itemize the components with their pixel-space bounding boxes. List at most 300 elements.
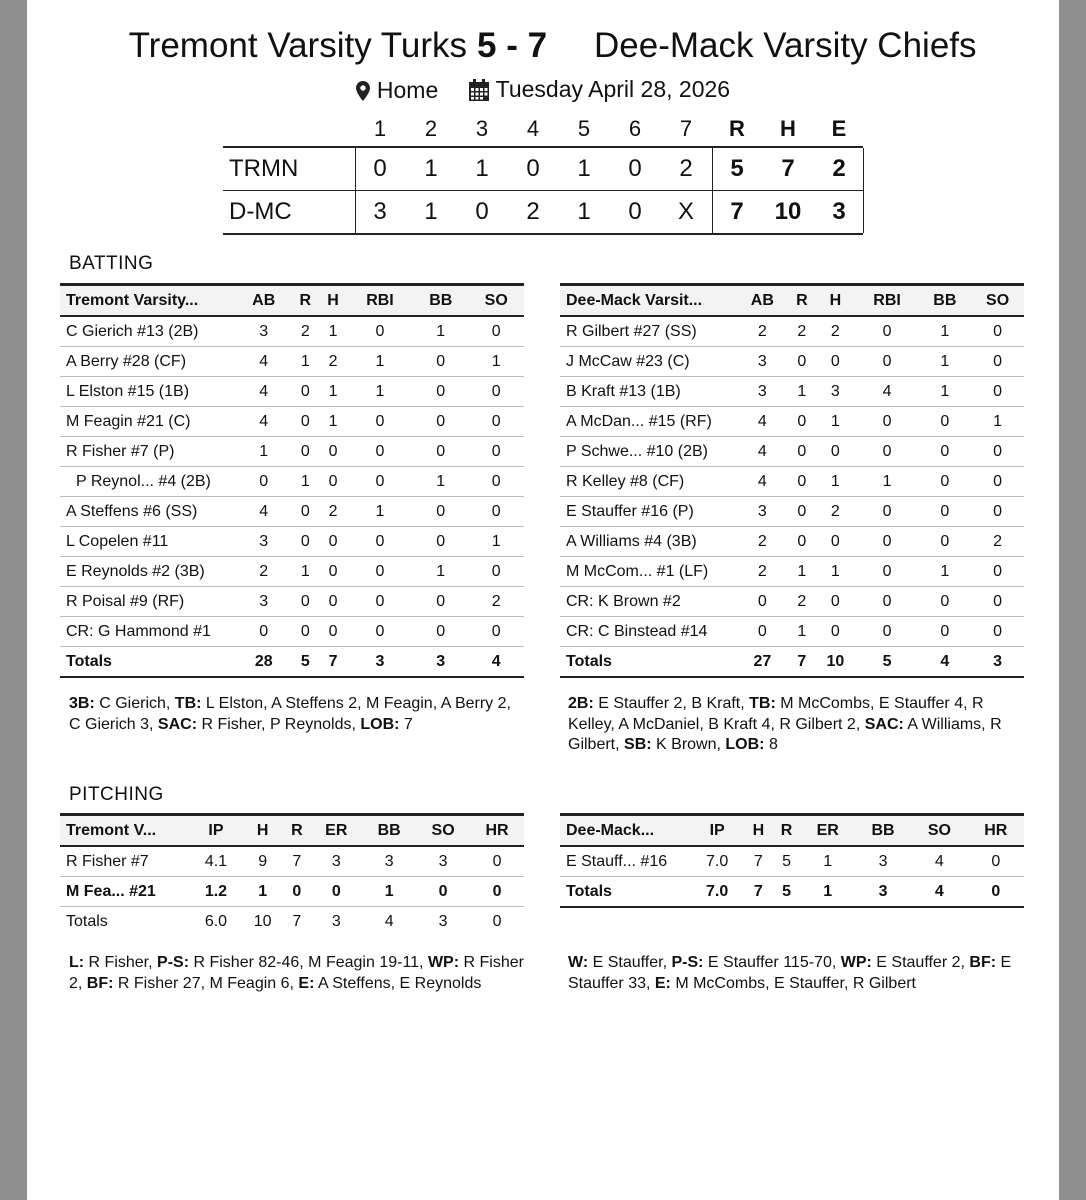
linescore-table bbox=[223, 146, 863, 235]
column-header: R bbox=[283, 815, 310, 847]
stat-cell: 0 bbox=[291, 617, 319, 647]
note-label: 3B: bbox=[69, 695, 95, 712]
total-cell: 5 bbox=[772, 877, 800, 908]
player-name: E Stauffer #16 (P) bbox=[560, 497, 736, 527]
stat-cell: 4 bbox=[736, 467, 789, 497]
total-cell: 7 bbox=[319, 647, 347, 678]
location-text: Home bbox=[376, 77, 439, 103]
total-cell: 7 bbox=[789, 647, 815, 678]
total-cell: 3 bbox=[413, 647, 468, 678]
total-cell: 6.0 bbox=[204, 912, 228, 930]
inning-score: X bbox=[677, 198, 694, 225]
stat-cell: 1 bbox=[815, 407, 856, 437]
note-label: E: bbox=[298, 974, 315, 992]
stat-cell: 0 bbox=[856, 407, 919, 437]
stat-cell: 1 bbox=[291, 557, 319, 587]
stat-cell: 0 bbox=[971, 377, 1024, 407]
errors-header: E bbox=[831, 116, 847, 141]
stat-cell: 7 bbox=[744, 846, 772, 877]
away-pitching-table bbox=[560, 813, 1024, 908]
note-text: C Gierich, bbox=[94, 695, 175, 712]
home-batting-table bbox=[60, 283, 524, 678]
note-label: 2B: bbox=[568, 695, 594, 712]
stat-cell: 1 bbox=[319, 407, 347, 437]
table-row bbox=[60, 467, 524, 497]
stat-cell: 0 bbox=[468, 377, 524, 407]
boxscore-page bbox=[27, 0, 1059, 1200]
inning-header: 2 bbox=[424, 116, 438, 141]
table-row bbox=[560, 587, 1024, 617]
stat-cell: 1 bbox=[919, 316, 972, 347]
column-header: R bbox=[291, 285, 319, 317]
stat-cell: 0 bbox=[971, 467, 1024, 497]
note-label: W: bbox=[568, 954, 589, 971]
stat-cell: 4 bbox=[236, 497, 291, 527]
linescore-header bbox=[223, 116, 863, 146]
stat-cell: 3 bbox=[736, 497, 789, 527]
stat-cell: 0 bbox=[468, 617, 524, 647]
note-label: L: bbox=[69, 954, 85, 971]
stat-cell: 0 bbox=[815, 617, 856, 647]
note-label: TB: bbox=[749, 695, 776, 712]
player-name: A Steffens #6 (SS) bbox=[60, 497, 236, 527]
inning-header: 5 bbox=[577, 116, 591, 141]
stat-cell: 0 bbox=[815, 527, 856, 557]
stat-cell: 0 bbox=[919, 617, 972, 647]
stat-cell: 4.1 bbox=[190, 846, 242, 877]
linescore bbox=[223, 116, 863, 235]
stat-cell: 0 bbox=[971, 316, 1024, 347]
stat-cell: 0 bbox=[468, 467, 524, 497]
date bbox=[469, 76, 730, 103]
stat-cell: 0 bbox=[319, 467, 347, 497]
total-cell: 4 bbox=[911, 877, 967, 908]
stat-cell: 0 bbox=[468, 497, 524, 527]
player-name: R Fisher #7 bbox=[60, 846, 190, 877]
total-cell: 1 bbox=[801, 877, 855, 908]
column-header: RBI bbox=[347, 285, 413, 317]
column-header: R bbox=[772, 815, 800, 847]
home-pitching-notes bbox=[69, 953, 531, 994]
stat-cell: 0 bbox=[283, 877, 310, 907]
stat-cell: 2 bbox=[736, 557, 789, 587]
stat-cell: 0 bbox=[789, 437, 815, 467]
player-name: E Stauff... #16 bbox=[560, 846, 690, 877]
note-text: 7 bbox=[399, 715, 413, 733]
note-text: E Stauffer 115-70, bbox=[703, 954, 841, 971]
note-text: E Stauffer, bbox=[588, 954, 672, 971]
stat-cell: 0 bbox=[413, 497, 468, 527]
calendar-icon bbox=[469, 79, 489, 101]
stat-cell: 0 bbox=[856, 557, 919, 587]
stat-cell: 4 bbox=[736, 437, 789, 467]
stat-cell: 1 bbox=[413, 316, 468, 347]
stat-cell: 1 bbox=[413, 467, 468, 497]
total-cell: 28 bbox=[236, 647, 291, 678]
inning-header: 4 bbox=[526, 116, 540, 141]
note-label: TB: bbox=[174, 695, 202, 712]
stat-cell: 0 bbox=[291, 377, 319, 407]
stat-cell: 0 bbox=[291, 527, 319, 557]
stat-cell: 1 bbox=[919, 557, 972, 587]
stat-cell: 1 bbox=[919, 377, 972, 407]
stat-cell: 1 bbox=[236, 437, 291, 467]
hits-header: H bbox=[780, 116, 796, 141]
note-label: BF: bbox=[969, 954, 997, 971]
table-row bbox=[60, 316, 524, 347]
stat-cell: 0 bbox=[919, 437, 972, 467]
column-header: ER bbox=[801, 815, 855, 847]
stat-cell: 0 bbox=[856, 527, 919, 557]
inning-header: 3 bbox=[475, 116, 489, 141]
stat-cell: 2 bbox=[815, 497, 856, 527]
player-name: L Elston #15 (1B) bbox=[60, 377, 236, 407]
stat-cell: 0 bbox=[789, 497, 815, 527]
stat-cell: 0 bbox=[919, 497, 972, 527]
total-cell: 4 bbox=[468, 647, 524, 678]
column-header: BB bbox=[413, 285, 468, 317]
note-label: WP: bbox=[427, 954, 460, 971]
column-header: H bbox=[815, 285, 856, 317]
stat-cell: 2 bbox=[789, 316, 815, 347]
stat-cell: 0 bbox=[319, 557, 347, 587]
stat-cell: 0 bbox=[291, 407, 319, 437]
table-header-row bbox=[560, 815, 1024, 847]
stat-cell: 0 bbox=[413, 347, 468, 377]
stat-cell: 0 bbox=[470, 877, 524, 907]
totals-row bbox=[60, 647, 524, 678]
player-name: A Williams #4 (3B) bbox=[560, 527, 736, 557]
stat-cell: 0 bbox=[347, 316, 413, 347]
note-label: SB: bbox=[624, 736, 652, 753]
stat-cell: 3 bbox=[236, 316, 291, 347]
total-cell: 10 bbox=[815, 647, 856, 678]
stat-cell: 1.2 bbox=[190, 877, 242, 907]
stat-cell: 0 bbox=[815, 347, 856, 377]
total-cell: 5 bbox=[856, 647, 919, 678]
note-label: SAC: bbox=[864, 715, 904, 733]
stat-cell: 3 bbox=[416, 846, 470, 877]
stat-cell: 0 bbox=[291, 587, 319, 617]
table-row bbox=[560, 846, 1024, 877]
total-cell: 5 bbox=[291, 647, 319, 678]
stat-cell: 2 bbox=[319, 347, 347, 377]
stat-cell: 0 bbox=[856, 497, 919, 527]
player-name: R Fisher #7 (P) bbox=[60, 437, 236, 467]
stat-cell: 0 bbox=[413, 587, 468, 617]
stat-cell: 1 bbox=[468, 347, 524, 377]
stat-cell: 0 bbox=[919, 527, 972, 557]
table-row bbox=[60, 877, 524, 907]
stat-cell: 7 bbox=[283, 846, 310, 877]
stat-cell: 0 bbox=[347, 437, 413, 467]
column-header: BB bbox=[362, 815, 416, 847]
stat-cell: 0 bbox=[789, 467, 815, 497]
stat-cell: 1 bbox=[789, 377, 815, 407]
stat-cell: 0 bbox=[413, 617, 468, 647]
note-label: BF: bbox=[86, 974, 114, 992]
team-abbr: D-MC bbox=[229, 198, 292, 225]
stat-cell: 0 bbox=[291, 437, 319, 467]
stat-cell: 0 bbox=[236, 617, 291, 647]
note-label: P-S: bbox=[671, 954, 704, 971]
inning-header: 6 bbox=[628, 116, 642, 141]
stat-cell: 0 bbox=[468, 557, 524, 587]
total-cell: 0 bbox=[492, 912, 502, 930]
stat-cell: 3 bbox=[736, 347, 789, 377]
column-header: HR bbox=[470, 815, 524, 847]
totals-row bbox=[60, 907, 524, 937]
game-meta bbox=[27, 76, 1059, 107]
table-row bbox=[60, 846, 524, 877]
linescore-row-home bbox=[223, 148, 863, 190]
stat-cell: 1 bbox=[413, 557, 468, 587]
table-header-row bbox=[560, 285, 1024, 317]
totals-row bbox=[560, 647, 1024, 678]
stat-cell: 1 bbox=[801, 846, 855, 877]
stat-cell: 0 bbox=[347, 617, 413, 647]
table-row bbox=[560, 407, 1024, 437]
note-text: M McCombs, E Stauffer, R Gilbert bbox=[670, 974, 916, 992]
stat-cell: 0 bbox=[919, 407, 972, 437]
column-header: AB bbox=[236, 285, 291, 317]
total-hits: 7 bbox=[781, 155, 795, 182]
table-row bbox=[60, 347, 524, 377]
stat-cell: 3 bbox=[236, 527, 291, 557]
totals-label: Totals bbox=[560, 877, 690, 908]
stat-cell: 0 bbox=[347, 557, 413, 587]
table-row bbox=[560, 467, 1024, 497]
stat-cell: 0 bbox=[815, 437, 856, 467]
team-column-header: Dee-Mack... bbox=[560, 815, 690, 847]
stat-cell: 0 bbox=[971, 587, 1024, 617]
total-cell: 4 bbox=[919, 647, 972, 678]
player-name: J McCaw #23 (C) bbox=[560, 347, 736, 377]
inning-score: 1 bbox=[577, 155, 591, 182]
stat-cell: 0 bbox=[319, 587, 347, 617]
table-row bbox=[560, 497, 1024, 527]
table-row bbox=[560, 617, 1024, 647]
player-name: R Kelley #8 (CF) bbox=[560, 467, 736, 497]
stat-cell: 0 bbox=[468, 407, 524, 437]
stat-cell: 0 bbox=[413, 437, 468, 467]
inning-score: 3 bbox=[373, 198, 387, 225]
team-column-header: Dee-Mack Varsit... bbox=[560, 285, 736, 317]
away-team-name: Dee-Mack Varsity Chiefs bbox=[594, 26, 977, 65]
inning-score: 2 bbox=[679, 155, 693, 182]
table-row bbox=[60, 437, 524, 467]
column-header: SO bbox=[416, 815, 470, 847]
inning-header: 7 bbox=[679, 116, 693, 141]
stat-cell: 0 bbox=[347, 407, 413, 437]
column-header: H bbox=[744, 815, 772, 847]
table-row bbox=[60, 527, 524, 557]
stat-cell: 3 bbox=[310, 846, 362, 877]
stat-cell: 2 bbox=[468, 587, 524, 617]
player-name: L Copelen #11 bbox=[60, 527, 236, 557]
total-errors: 2 bbox=[832, 155, 846, 182]
table-row bbox=[560, 377, 1024, 407]
column-header: BB bbox=[919, 285, 972, 317]
stat-cell: 0 bbox=[736, 587, 789, 617]
note-text: R Fisher 2, bbox=[69, 954, 524, 992]
total-cell: 3 bbox=[855, 877, 911, 908]
note-label: P-S: bbox=[157, 954, 190, 971]
player-name: R Gilbert #27 (SS) bbox=[560, 316, 736, 347]
player-name: P Reynol... #4 (2B) bbox=[60, 467, 236, 497]
stat-cell: 3 bbox=[855, 846, 911, 877]
note-text: E Stauffer 2, B Kraft, bbox=[593, 695, 750, 712]
stat-cell: 2 bbox=[291, 316, 319, 347]
stat-cell: 0 bbox=[413, 377, 468, 407]
player-name: C Gierich #13 (2B) bbox=[60, 316, 236, 347]
column-header: RBI bbox=[856, 285, 919, 317]
player-name: A McDan... #15 (RF) bbox=[560, 407, 736, 437]
stat-cell: 0 bbox=[236, 467, 291, 497]
player-name: CR: G Hammond #1 bbox=[60, 617, 236, 647]
total-cell: 7.0 bbox=[690, 877, 744, 908]
stat-cell: 1 bbox=[468, 527, 524, 557]
total-cell: 27 bbox=[736, 647, 789, 678]
stat-cell: 0 bbox=[468, 316, 524, 347]
table-row bbox=[560, 316, 1024, 347]
player-name: B Kraft #13 (1B) bbox=[560, 377, 736, 407]
table-header-row bbox=[60, 815, 524, 847]
stat-cell: 0 bbox=[413, 407, 468, 437]
player-name: P Schwe... #10 (2B) bbox=[560, 437, 736, 467]
stat-cell: 2 bbox=[236, 557, 291, 587]
column-header: SO bbox=[468, 285, 524, 317]
stat-cell: 0 bbox=[856, 617, 919, 647]
stat-cell: 0 bbox=[789, 527, 815, 557]
inning-score: 1 bbox=[424, 155, 438, 182]
totals-label: Totals bbox=[60, 647, 236, 678]
stat-cell: 3 bbox=[736, 377, 789, 407]
stat-cell: 0 bbox=[919, 587, 972, 617]
stat-cell: 1 bbox=[789, 557, 815, 587]
stat-cell: 4 bbox=[911, 846, 967, 877]
note-text: K Brown, bbox=[651, 736, 726, 753]
stat-cell: 4 bbox=[236, 377, 291, 407]
note-text: R Fisher, bbox=[84, 954, 158, 971]
stat-cell: 4 bbox=[236, 347, 291, 377]
note-text: M McCombs, E Stauffer 4, R Kelley, A McDaniel, B Kraft 4, R Gilbert 2, bbox=[568, 695, 984, 733]
linescore-row-away bbox=[223, 190, 863, 233]
column-header: BB bbox=[855, 815, 911, 847]
total-runs: 5 bbox=[730, 155, 744, 182]
table-row bbox=[560, 557, 1024, 587]
stat-cell: 0 bbox=[319, 437, 347, 467]
player-name: E Reynolds #2 (3B) bbox=[60, 557, 236, 587]
stat-cell: 0 bbox=[971, 347, 1024, 377]
table-row bbox=[60, 407, 524, 437]
player-name: CR: K Brown #2 bbox=[560, 587, 736, 617]
note-label: SAC: bbox=[157, 715, 198, 733]
note-text: 8 bbox=[764, 736, 778, 753]
team-column-header: Tremont V... bbox=[60, 815, 190, 847]
stat-cell: 5 bbox=[772, 846, 800, 877]
map-pin-icon bbox=[356, 81, 370, 101]
total-cell: 3 bbox=[971, 647, 1024, 678]
stat-cell: 0 bbox=[416, 877, 470, 907]
stat-cell: 1 bbox=[347, 497, 413, 527]
total-errors: 3 bbox=[832, 198, 846, 225]
stat-cell: 1 bbox=[971, 407, 1024, 437]
stat-cell: 1 bbox=[362, 877, 416, 907]
note-label: LOB: bbox=[725, 736, 765, 753]
column-header: IP bbox=[190, 815, 242, 847]
total-runs: 7 bbox=[730, 198, 744, 225]
stat-cell: 2 bbox=[815, 316, 856, 347]
runs-header: R bbox=[729, 116, 745, 141]
stat-cell: 1 bbox=[242, 877, 284, 907]
batting-section-label: BATTING bbox=[69, 253, 154, 274]
stat-cell: 0 bbox=[319, 617, 347, 647]
total-cell: 3 bbox=[331, 912, 341, 930]
stat-cell: 0 bbox=[815, 587, 856, 617]
column-header: R bbox=[789, 285, 815, 317]
stat-cell: 0 bbox=[347, 527, 413, 557]
inning-header: 1 bbox=[373, 116, 387, 141]
stat-cell: 2 bbox=[971, 527, 1024, 557]
table-row bbox=[560, 437, 1024, 467]
stat-cell: 4 bbox=[856, 377, 919, 407]
stat-cell: 1 bbox=[347, 377, 413, 407]
stat-cell: 0 bbox=[968, 846, 1024, 877]
stat-cell: 0 bbox=[971, 617, 1024, 647]
player-name: A Berry #28 (CF) bbox=[60, 347, 236, 377]
total-cell: 7 bbox=[292, 912, 302, 930]
total-cell: 7 bbox=[744, 877, 772, 908]
away-batting-notes bbox=[568, 694, 1024, 756]
player-name: R Poisal #9 (RF) bbox=[60, 587, 236, 617]
table-row bbox=[60, 617, 524, 647]
note-label: WP: bbox=[840, 954, 872, 971]
stat-cell: 4 bbox=[736, 407, 789, 437]
home-pitching-table bbox=[60, 813, 524, 936]
table-header-row bbox=[60, 285, 524, 317]
stat-cell: 0 bbox=[319, 527, 347, 557]
note-label: E: bbox=[654, 974, 671, 992]
total-hits: 10 bbox=[774, 198, 802, 225]
stat-cell: 2 bbox=[319, 497, 347, 527]
table-row bbox=[60, 557, 524, 587]
inning-score: 1 bbox=[424, 198, 438, 225]
totals-label: Totals bbox=[66, 912, 108, 930]
column-header: SO bbox=[971, 285, 1024, 317]
stat-cell: 0 bbox=[856, 587, 919, 617]
inning-score: 0 bbox=[628, 198, 642, 225]
team-abbr: TRMN bbox=[229, 155, 299, 182]
note-text: R Fisher 27, M Feagin 6, bbox=[113, 974, 299, 992]
total-cell: 10 bbox=[253, 912, 272, 930]
note-text: R Fisher, P Reynolds, bbox=[197, 715, 361, 733]
totals-label: Totals bbox=[560, 647, 736, 678]
column-header: ER bbox=[310, 815, 362, 847]
total-cell: 3 bbox=[347, 647, 413, 678]
stat-cell: 0 bbox=[347, 467, 413, 497]
player-name: M Feagin #21 (C) bbox=[60, 407, 236, 437]
inning-score: 0 bbox=[526, 155, 540, 182]
stat-cell: 2 bbox=[736, 527, 789, 557]
column-header: SO bbox=[911, 815, 967, 847]
stat-cell: 0 bbox=[789, 347, 815, 377]
table-row bbox=[60, 377, 524, 407]
stat-cell: 0 bbox=[856, 347, 919, 377]
stat-cell: 0 bbox=[310, 877, 362, 907]
stat-cell: 0 bbox=[470, 846, 524, 877]
inning-score: 2 bbox=[526, 198, 540, 225]
